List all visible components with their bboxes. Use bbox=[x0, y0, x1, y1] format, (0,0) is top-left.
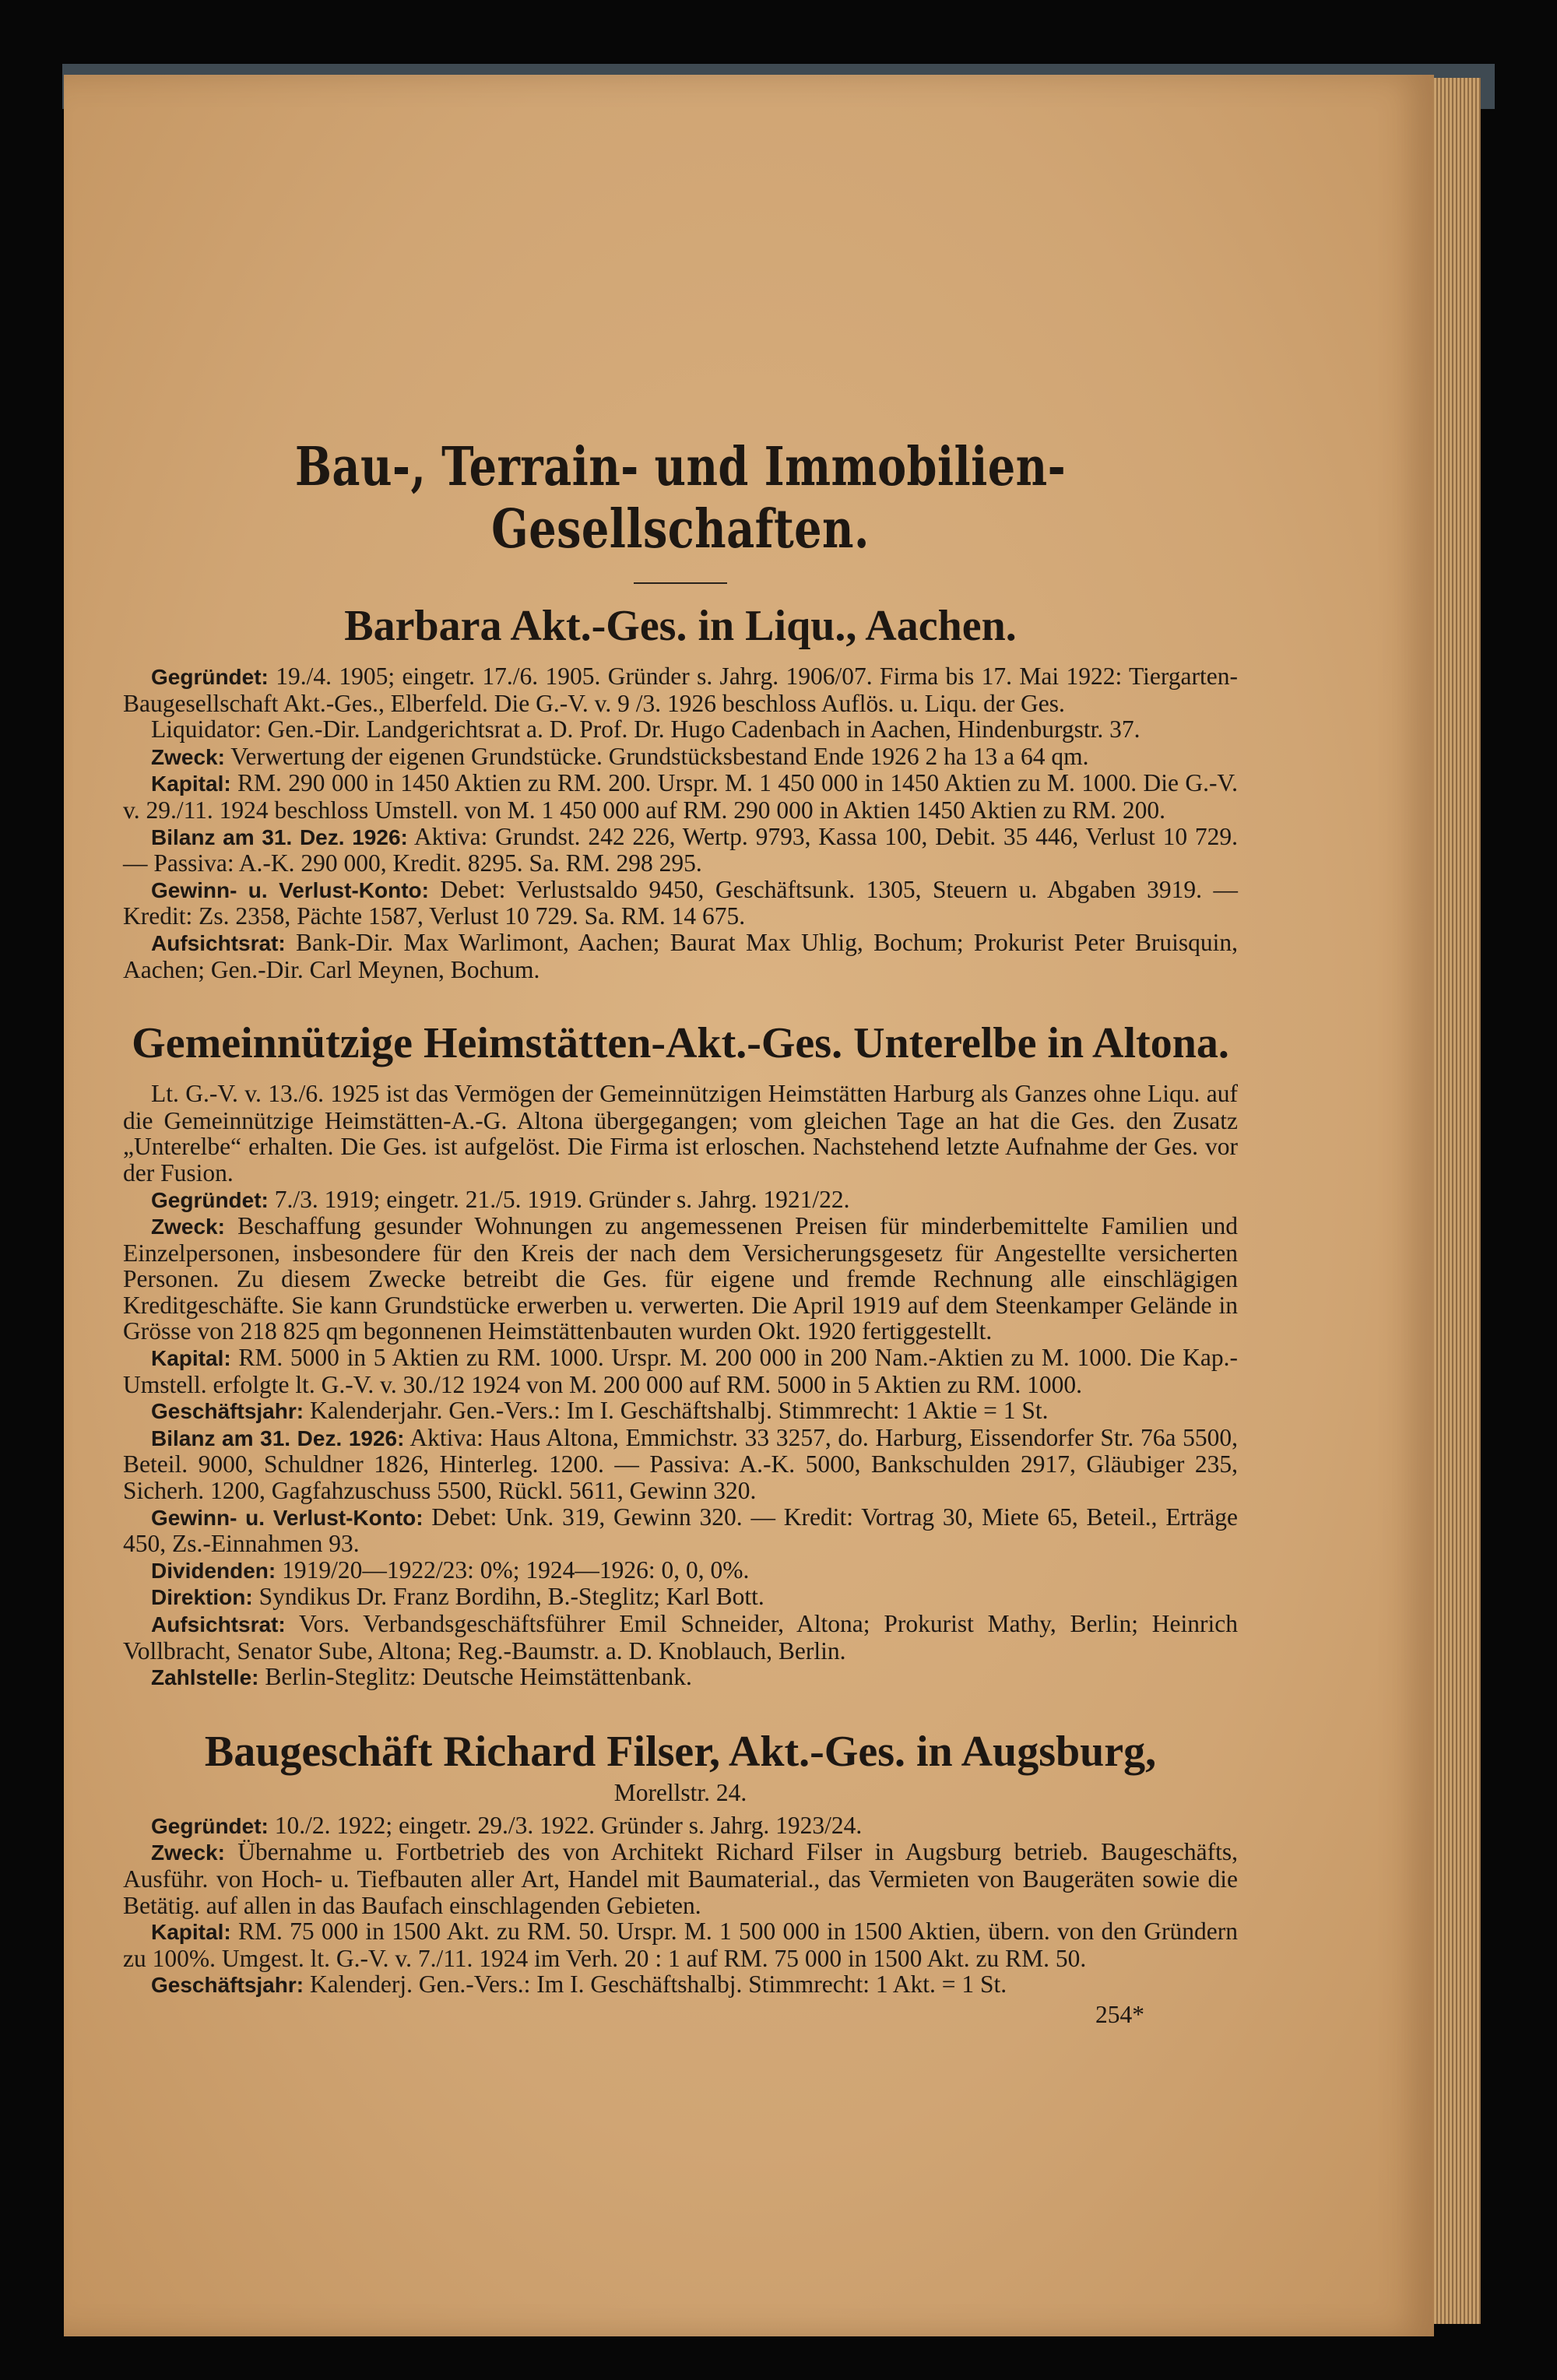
page-content bbox=[123, 436, 1238, 2028]
title-divider bbox=[634, 582, 727, 584]
entry-paragraph: Aufsichtsrat: Vors. Verbandsgeschäftsführer Emil Schneider, Altona; Prokurist Mathy, Berlin; Heinrich Vollbracht, Senator Sube, Altona; Reg.-Baumstr. a. D. Knoblauch, Berlin. bbox=[123, 1610, 1238, 1665]
entry-paragraph: Kapital: RM. 290 000 in 1450 Aktien zu RM. 200. Urspr. M. 1 450 000 in 1450 Aktien zu M. 1000. Die G.-V. v. 29./11. 1924 beschloss Umstell. von M. 1 450 000 auf RM. 290 000 in Aktien 1450 Aktien zu RM. 200. bbox=[123, 769, 1238, 824]
section-title: Bau-, Terrain- und Immobilien-Gesellschaften. bbox=[294, 436, 1067, 561]
entry-paragraph: Aufsichtsrat: Bank-Dir. Max Warlimont, Aachen; Baurat Max Uhlig, Bochum; Prokurist Peter Bruisquin, Aachen; Gen.-Dir. Carl Meynen, Bochum. bbox=[123, 928, 1238, 983]
entry-paragraph: Geschäftsjahr: Kalenderj. Gen.-Vers.: Im I. Geschäftshalbj. Stimmrecht: 1 Akt. = 1 St. bbox=[151, 1970, 1007, 1999]
company-entry-filser bbox=[123, 1727, 1238, 1999]
entry-paragraph: Zweck: Übernahme u. Fortbetrieb des von Architekt Richard Filser in Augsburg betrieb. Baugeschäfts, Ausführ. von Hoch- u. Tiefbauten aller Art, Handel mit Baumaterial., das Vermieten von Baugeräten sowie die Betätig. auf allen in das Baufach einschlagenden Gebieten. bbox=[123, 1838, 1238, 1919]
entry-paragraph: Gegründet: 10./2. 1922; eingetr. 29./3. 1922. Gründer s. Jahrg. 1923/24. bbox=[151, 1811, 863, 1839]
entry-paragraph: Gegründet: 7./3. 1919; eingetr. 21./5. 1919. Gründer s. Jahrg. 1921/22. bbox=[151, 1185, 850, 1213]
entry-paragraph: Kapital: RM. 5000 in 5 Aktien zu RM. 1000. Urspr. M. 200 000 in 200 Nam.-Aktien zu M. 1000. Die Kap.-Umstell. erfolgte lt. G.-V. v. 30./12 1924 von M. 200 000 auf RM. 5000 in 5 Aktien zu RM. 1000. bbox=[123, 1344, 1238, 1398]
entry-paragraph: Lt. G.-V. v. 13./6. 1925 ist das Vermögen der Gemeinnützigen Heimstätten Harburg als Ganzes ohne Liqu. auf die Gemeinnützige Heimstätten-A.-G. Altona übergegangen; vom gleichen Tage an hat die Ges. den Zusatz „Unterelbe“ erhalten. Die Ges. ist aufgelöst. Die Firma ist erloschen. Nachstehend letzte Aufnahme der Ges. vor der Fusion. bbox=[123, 1080, 1238, 1186]
entry-paragraph: Geschäftsjahr: Kalenderjahr. Gen.-Vers.: Im I. Geschäftshalbj. Stimmrecht: 1 Aktie = 1 St. bbox=[151, 1397, 1049, 1425]
entry-paragraph: Dividenden: 1919/20—1922/23: 0%; 1924—1926: 0, 0, 0%. bbox=[151, 1556, 750, 1584]
company-entry-heimstaetten bbox=[123, 1018, 1238, 1691]
company-heading: Baugeschäft Richard Filser, Akt.-Ges. in Augsburg, bbox=[204, 1727, 1157, 1776]
entry-paragraph: Zweck: Verwertung der eigenen Grundstücke. Grundstücksbestand Ende 1926 2 ha 13 a 64 qm. bbox=[151, 742, 1089, 770]
entry-paragraph: Direktion: Syndikus Dr. Franz Bordihn, B.-Steglitz; Karl Bott. bbox=[151, 1583, 764, 1611]
page-edges bbox=[1434, 78, 1481, 2324]
entry-paragraph: Bilanz am 31. Dez. 1926: Aktiva: Haus Altona, Emmichstr. 33 3257, do. Harburg, Eissendorfer Str. 76a 5500, Beteil. 9000, Schuldner 1826, Hinterleg. 1200. — Passiva: A.-K. 5000, Bankschulden 2917, Gläubiger 235, Sicherh. 1200, Gagfahzuschuss 5500, Rückl. 5611, Gewinn 320. bbox=[123, 1423, 1238, 1505]
page-number: 254* bbox=[1095, 2000, 1144, 2028]
entry-paragraph: Gegründet: 19./4. 1905; eingetr. 17./6. 1905. Gründer s. Jahrg. 1906/07. Firma bis 17. Mai 1922: Tiergarten-Baugesellschaft Akt.-Ges., Elberfeld. Die G.-V. v. 9 /3. 1926 beschloss Auflös. u. Liqu. der Ges. bbox=[123, 663, 1238, 717]
entry-paragraph: Liquidator: Gen.-Dir. Landgerichtsrat a. D. Prof. Dr. Hugo Cadenbach in Aachen, Hindenburgstr. 37. bbox=[151, 715, 1141, 744]
company-address: Morellstr. 24. bbox=[613, 1778, 747, 1806]
entry-paragraph: Gewinn- u. Verlust-Konto: Debet: Unk. 319, Gewinn 320. — Kredit: Vortrag 30, Miete 65, Beteil., Erträge 450, Zs.-Einnahmen 93. bbox=[123, 1503, 1239, 1558]
entry-paragraph: Zahlstelle: Berlin-Steglitz: Deutsche Heimstättenbank. bbox=[151, 1663, 692, 1691]
entry-paragraph: Bilanz am 31. Dez. 1926: Aktiva: Grundst. 242 226, Wertp. 9793, Kassa 100, Debit. 35 446, Verlust 10 729. — Passiva: A.-K. 290 000, Kredit. 8295. Sa. RM. 298 295. bbox=[123, 822, 1238, 877]
company-entry-barbara bbox=[123, 601, 1238, 983]
company-heading: Gemeinnützige Heimstätten-Akt.-Ges. Unterelbe in Altona. bbox=[132, 1019, 1229, 1068]
company-heading: Barbara Akt.-Ges. in Liqu., Aachen. bbox=[344, 602, 1017, 650]
entry-paragraph: Kapital: RM. 75 000 in 1500 Akt. zu RM. 50. Urspr. M. 1 500 000 in 1500 Aktien, übern. von den Gründern zu 100%. Umgest. lt. G.-V. v. 7./11. 1924 im Verh. 20 : 1 auf RM. 75 000 in 1500 Akt. zu RM. 50. bbox=[123, 1918, 1238, 1972]
entry-paragraph: Zweck: Beschaffung gesunder Wohnungen zu angemessenen Preisen für minderbemittelte Familien und Einzelpersonen, insbesondere für den Kreis der nach dem Versicherungsgesetz für Angestellte versicherten Personen. Zu diesem Zwecke betreibt die Ges. für eigene und fremde Rechnung alle einschlägigen Kreditgeschäfte. Sie kann Grundstücke erwerben u. verwerten. Die April 1919 auf dem Steenkamper Gelände in Grösse von 218 825 qm begonnenen Heimstättenbauten wurden Okt. 1920 fertiggestellt. bbox=[123, 1212, 1238, 1345]
entry-paragraph: Gewinn- u. Verlust-Konto: Debet: Verlustsaldo 9450, Geschäftsunk. 1305, Steuern u. Abgaben 3919. — Kredit: Zs. 2358, Pächte 1587, Verlust 10 729. Sa. RM. 14 675. bbox=[123, 875, 1238, 930]
